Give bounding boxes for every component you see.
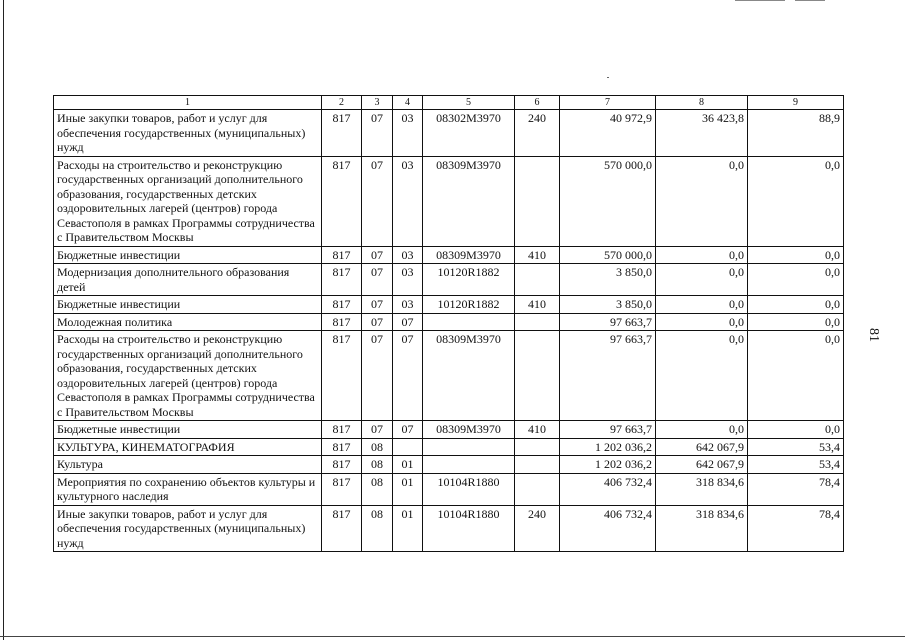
cell-amount-actual: 36 423,8 <box>656 110 748 157</box>
cell-percent: 0,0 <box>748 313 844 331</box>
cell-target-article: 10104R1880 <box>423 473 515 505</box>
cell-ministry: 817 <box>322 264 362 296</box>
cell-percent: 0,0 <box>748 296 844 314</box>
cell-section: 07 <box>362 156 393 246</box>
cell-amount-actual: 642 067,9 <box>656 438 748 456</box>
table-row <box>54 438 844 456</box>
cell-target-article: 08309М3970 <box>423 331 515 421</box>
cell-target-article: 08309М3970 <box>423 156 515 246</box>
cell-subsection: 03 <box>393 110 423 157</box>
table-row <box>54 110 844 157</box>
cell-subsection: 07 <box>393 313 423 331</box>
table-row <box>54 296 844 314</box>
cell-section: 07 <box>362 264 393 296</box>
row-name: Бюджетные инвестиции <box>54 421 322 439</box>
cell-amount-plan: 40 972,9 <box>560 110 656 157</box>
cell-amount-actual: 0,0 <box>656 264 748 296</box>
cell-expense-type <box>515 456 560 474</box>
cell-percent: 0,0 <box>748 264 844 296</box>
cell-ministry: 817 <box>322 421 362 439</box>
cell-ministry: 817 <box>322 110 362 157</box>
cell-amount-actual: 0,0 <box>656 421 748 439</box>
table-row <box>54 246 844 264</box>
cell-amount-actual: 0,0 <box>656 331 748 421</box>
col-header: 7 <box>560 96 656 110</box>
row-name: Мероприятия по сохранению объектов культуры и культурного наследия <box>54 473 322 505</box>
page-edge-bottom <box>0 636 905 637</box>
cell-amount-plan: 97 663,7 <box>560 421 656 439</box>
col-header: 8 <box>656 96 748 110</box>
cell-subsection: 03 <box>393 296 423 314</box>
row-name: Модернизация дополнительного образования детей <box>54 264 322 296</box>
cell-percent: 78,4 <box>748 473 844 505</box>
cell-section: 08 <box>362 473 393 505</box>
cell-amount-actual: 0,0 <box>656 296 748 314</box>
cell-expense-type <box>515 264 560 296</box>
cell-ministry: 817 <box>322 331 362 421</box>
table-row <box>54 505 844 552</box>
cell-section: 08 <box>362 456 393 474</box>
page-edge-left <box>3 0 4 640</box>
col-header: 5 <box>423 96 515 110</box>
cell-subsection: 07 <box>393 421 423 439</box>
cell-amount-plan: 406 732,4 <box>560 505 656 552</box>
cell-target-article <box>423 313 515 331</box>
cell-expense-type: 240 <box>515 505 560 552</box>
header-row <box>54 96 844 110</box>
cell-subsection: 03 <box>393 156 423 246</box>
cell-expense-type: 240 <box>515 110 560 157</box>
cell-target-article <box>423 438 515 456</box>
cell-subsection: 01 <box>393 505 423 552</box>
cell-subsection: 07 <box>393 331 423 421</box>
cell-percent: 53,4 <box>748 456 844 474</box>
page-number: 81 <box>866 328 881 342</box>
row-name: Молодежная политика <box>54 313 322 331</box>
scan-artifact-line <box>735 0 785 1</box>
cell-ministry: 817 <box>322 456 362 474</box>
cell-amount-plan: 570 000,0 <box>560 246 656 264</box>
table-row <box>54 331 844 421</box>
cell-ministry: 817 <box>322 438 362 456</box>
cell-amount-plan: 1 202 036,2 <box>560 438 656 456</box>
row-name: Культура <box>54 456 322 474</box>
cell-subsection: 03 <box>393 264 423 296</box>
cell-percent: 78,4 <box>748 505 844 552</box>
cell-ministry: 817 <box>322 313 362 331</box>
cell-amount-plan: 406 732,4 <box>560 473 656 505</box>
cell-expense-type: 410 <box>515 421 560 439</box>
row-name: Расходы на строительство и реконструкцию государственных организаций дополнительного образования, государственных детских оздоровительных лагерей (центров) города Севастополя в рамках Программы сотрудничества с Правительством Москвы <box>54 331 322 421</box>
cell-subsection <box>393 438 423 456</box>
table-row <box>54 313 844 331</box>
col-header: 1 <box>54 96 322 110</box>
cell-amount-plan: 97 663,7 <box>560 331 656 421</box>
cell-ministry: 817 <box>322 505 362 552</box>
cell-target-article <box>423 456 515 474</box>
cell-ministry: 817 <box>322 246 362 264</box>
cell-amount-plan: 3 850,0 <box>560 296 656 314</box>
cell-ministry: 817 <box>322 296 362 314</box>
cell-percent: 0,0 <box>748 421 844 439</box>
cell-section: 07 <box>362 313 393 331</box>
row-name: Иные закупки товаров, работ и услуг для обеспечения государственных (муниципальных) нужд <box>54 505 322 552</box>
cell-percent: 0,0 <box>748 246 844 264</box>
cell-expense-type <box>515 156 560 246</box>
cell-ministry: 817 <box>322 473 362 505</box>
cell-expense-type: 410 <box>515 296 560 314</box>
cell-amount-actual: 642 067,9 <box>656 456 748 474</box>
col-header: 2 <box>322 96 362 110</box>
cell-subsection: 01 <box>393 456 423 474</box>
scan-artifact-line <box>795 0 825 1</box>
budget-table <box>53 95 844 552</box>
cell-percent: 0,0 <box>748 331 844 421</box>
row-name: КУЛЬТУРА, КИНЕМАТОГРАФИЯ <box>54 438 322 456</box>
row-name: Бюджетные инвестиции <box>54 296 322 314</box>
cell-amount-actual: 318 834,6 <box>656 473 748 505</box>
cell-amount-actual: 0,0 <box>656 313 748 331</box>
cell-section: 07 <box>362 296 393 314</box>
cell-amount-actual: 0,0 <box>656 246 748 264</box>
cell-target-article: 08302М3970 <box>423 110 515 157</box>
cell-amount-actual: 318 834,6 <box>656 505 748 552</box>
cell-subsection: 01 <box>393 473 423 505</box>
table-row <box>54 421 844 439</box>
cell-target-article: 08309М3970 <box>423 421 515 439</box>
cell-section: 07 <box>362 331 393 421</box>
table-row <box>54 156 844 246</box>
cell-expense-type <box>515 331 560 421</box>
cell-target-article: 10120R1882 <box>423 264 515 296</box>
cell-expense-type <box>515 438 560 456</box>
cell-percent: 0,0 <box>748 156 844 246</box>
row-name: Бюджетные инвестиции <box>54 246 322 264</box>
cell-ministry: 817 <box>322 156 362 246</box>
col-header: 6 <box>515 96 560 110</box>
cell-section: 07 <box>362 246 393 264</box>
cell-section: 07 <box>362 110 393 157</box>
cell-target-article: 08309М3970 <box>423 246 515 264</box>
col-header: 4 <box>393 96 423 110</box>
cell-expense-type: 410 <box>515 246 560 264</box>
row-name: Расходы на строительство и реконструкцию государственных организаций дополнительного образования, государственных детских оздоровительных лагерей (центров) города Севастополя в рамках Программы сотрудничества с Правительством Москвы <box>54 156 322 246</box>
cell-subsection: 03 <box>393 246 423 264</box>
scan-speck <box>607 77 609 78</box>
col-header: 3 <box>362 96 393 110</box>
cell-amount-plan: 97 663,7 <box>560 313 656 331</box>
cell-section: 07 <box>362 421 393 439</box>
row-name: Иные закупки товаров, работ и услуг для обеспечения государственных (муниципальных) нужд <box>54 110 322 157</box>
table-row <box>54 456 844 474</box>
cell-amount-plan: 3 850,0 <box>560 264 656 296</box>
cell-amount-plan: 1 202 036,2 <box>560 456 656 474</box>
cell-amount-actual: 0,0 <box>656 156 748 246</box>
cell-percent: 53,4 <box>748 438 844 456</box>
table-row <box>54 264 844 296</box>
cell-target-article: 10104R1880 <box>423 505 515 552</box>
table-row <box>54 473 844 505</box>
cell-expense-type <box>515 313 560 331</box>
cell-section: 08 <box>362 438 393 456</box>
col-header: 9 <box>748 96 844 110</box>
cell-target-article: 10120R1882 <box>423 296 515 314</box>
cell-section: 08 <box>362 505 393 552</box>
cell-expense-type <box>515 473 560 505</box>
cell-percent: 88,9 <box>748 110 844 157</box>
cell-amount-plan: 570 000,0 <box>560 156 656 246</box>
